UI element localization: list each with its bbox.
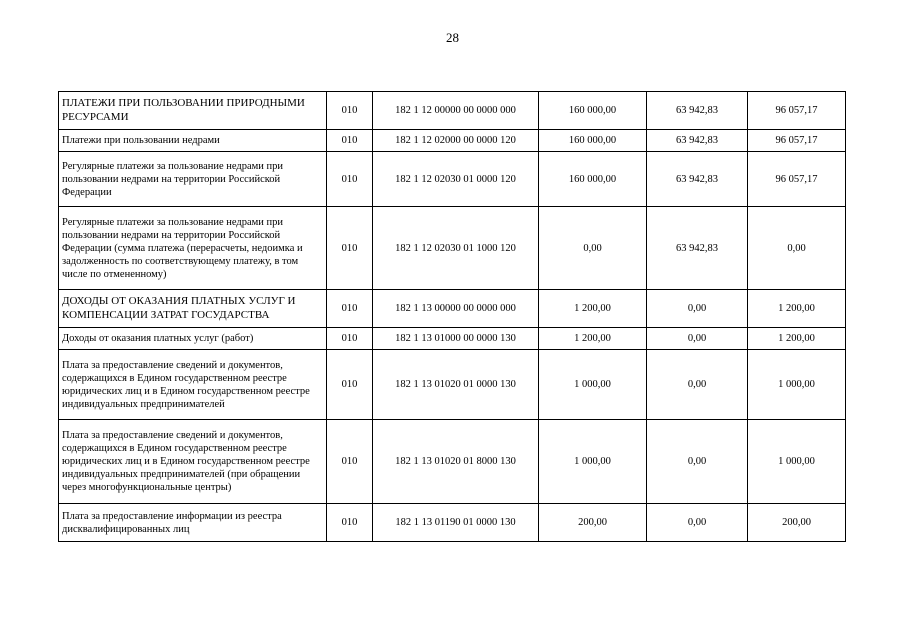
row-executed-amount: 63 942,83 xyxy=(647,130,748,152)
row-executed-amount: 0,00 xyxy=(647,504,748,542)
table-row xyxy=(59,207,846,290)
row-classification-code: 182 1 12 02030 01 0000 120 xyxy=(373,152,539,207)
row-approved-amount: 1 200,00 xyxy=(539,290,647,328)
table-row xyxy=(59,420,846,504)
row-executed-amount: 0,00 xyxy=(647,290,748,328)
row-line-code: 010 xyxy=(327,504,373,542)
row-executed-amount: 63 942,83 xyxy=(647,92,748,130)
row-unexecuted-amount: 1 000,00 xyxy=(748,420,846,504)
row-classification-code: 182 1 12 02030 01 1000 120 xyxy=(373,207,539,290)
row-name: Регулярные платежи за пользование недрами при пользовании недрами на территории Российской Федерации (сумма платежа (перерасчеты, недоимка и задолженность по соответствующему платежу, в том числе по отмененному) xyxy=(59,207,327,290)
row-classification-code: 182 1 13 01000 00 0000 130 xyxy=(373,328,539,350)
row-approved-amount: 1 000,00 xyxy=(539,350,647,420)
row-name: Плата за предоставление информации из реестра дисквалифицированных лиц xyxy=(59,504,327,542)
row-unexecuted-amount: 96 057,17 xyxy=(748,92,846,130)
table-row xyxy=(59,152,846,207)
row-unexecuted-amount: 96 057,17 xyxy=(748,130,846,152)
row-classification-code: 182 1 13 01190 01 0000 130 xyxy=(373,504,539,542)
row-classification-code: 182 1 12 00000 00 0000 000 xyxy=(373,92,539,130)
row-name: ДОХОДЫ ОТ ОКАЗАНИЯ ПЛАТНЫХ УСЛУГ И КОМПЕНСАЦИИ ЗАТРАТ ГОСУДАРСТВА xyxy=(59,290,327,328)
row-name: ПЛАТЕЖИ ПРИ ПОЛЬЗОВАНИИ ПРИРОДНЫМИ РЕСУРСАМИ xyxy=(59,92,327,130)
row-unexecuted-amount: 96 057,17 xyxy=(748,152,846,207)
row-unexecuted-amount: 200,00 xyxy=(748,504,846,542)
row-unexecuted-amount: 1 200,00 xyxy=(748,328,846,350)
revenue-table xyxy=(58,91,846,542)
table-row xyxy=(59,350,846,420)
row-executed-amount: 0,00 xyxy=(647,420,748,504)
page-number: 28 xyxy=(446,30,459,45)
row-line-code: 010 xyxy=(327,420,373,504)
row-approved-amount: 200,00 xyxy=(539,504,647,542)
row-line-code: 010 xyxy=(327,207,373,290)
row-classification-code: 182 1 13 01020 01 8000 130 xyxy=(373,420,539,504)
row-classification-code: 182 1 12 02000 00 0000 120 xyxy=(373,130,539,152)
row-line-code: 010 xyxy=(327,92,373,130)
row-line-code: 010 xyxy=(327,328,373,350)
row-name: Платежи при пользовании недрами xyxy=(59,130,327,152)
table-row xyxy=(59,92,846,130)
row-approved-amount: 160 000,00 xyxy=(539,152,647,207)
table-row xyxy=(59,328,846,350)
row-name: Регулярные платежи за пользование недрами при пользовании недрами на территории Российской Федерации xyxy=(59,152,327,207)
row-unexecuted-amount: 1 200,00 xyxy=(748,290,846,328)
row-approved-amount: 1 000,00 xyxy=(539,420,647,504)
table-row xyxy=(59,130,846,152)
row-name: Доходы от оказания платных услуг (работ) xyxy=(59,328,327,350)
row-executed-amount: 0,00 xyxy=(647,350,748,420)
row-approved-amount: 1 200,00 xyxy=(539,328,647,350)
row-line-code: 010 xyxy=(327,130,373,152)
row-approved-amount: 160 000,00 xyxy=(539,92,647,130)
row-unexecuted-amount: 1 000,00 xyxy=(748,350,846,420)
row-line-code: 010 xyxy=(327,350,373,420)
row-executed-amount: 63 942,83 xyxy=(647,152,748,207)
row-name: Плата за предоставление сведений и документов, содержащихся в Едином государственном реестре юридических лиц и в Едином государственном реестре индивидуальных предпринимателей (при обращении через многофункциональные центры) xyxy=(59,420,327,504)
row-executed-amount: 63 942,83 xyxy=(647,207,748,290)
row-approved-amount: 160 000,00 xyxy=(539,130,647,152)
table-row xyxy=(59,290,846,328)
row-line-code: 010 xyxy=(327,290,373,328)
row-executed-amount: 0,00 xyxy=(647,328,748,350)
row-classification-code: 182 1 13 00000 00 0000 000 xyxy=(373,290,539,328)
row-unexecuted-amount: 0,00 xyxy=(748,207,846,290)
row-classification-code: 182 1 13 01020 01 0000 130 xyxy=(373,350,539,420)
row-name: Плата за предоставление сведений и документов, содержащихся в Едином государственном реестре юридических лиц и в Едином государственном реестре индивидуальных предпринимателей xyxy=(59,350,327,420)
table-row xyxy=(59,504,846,542)
row-approved-amount: 0,00 xyxy=(539,207,647,290)
row-line-code: 010 xyxy=(327,152,373,207)
